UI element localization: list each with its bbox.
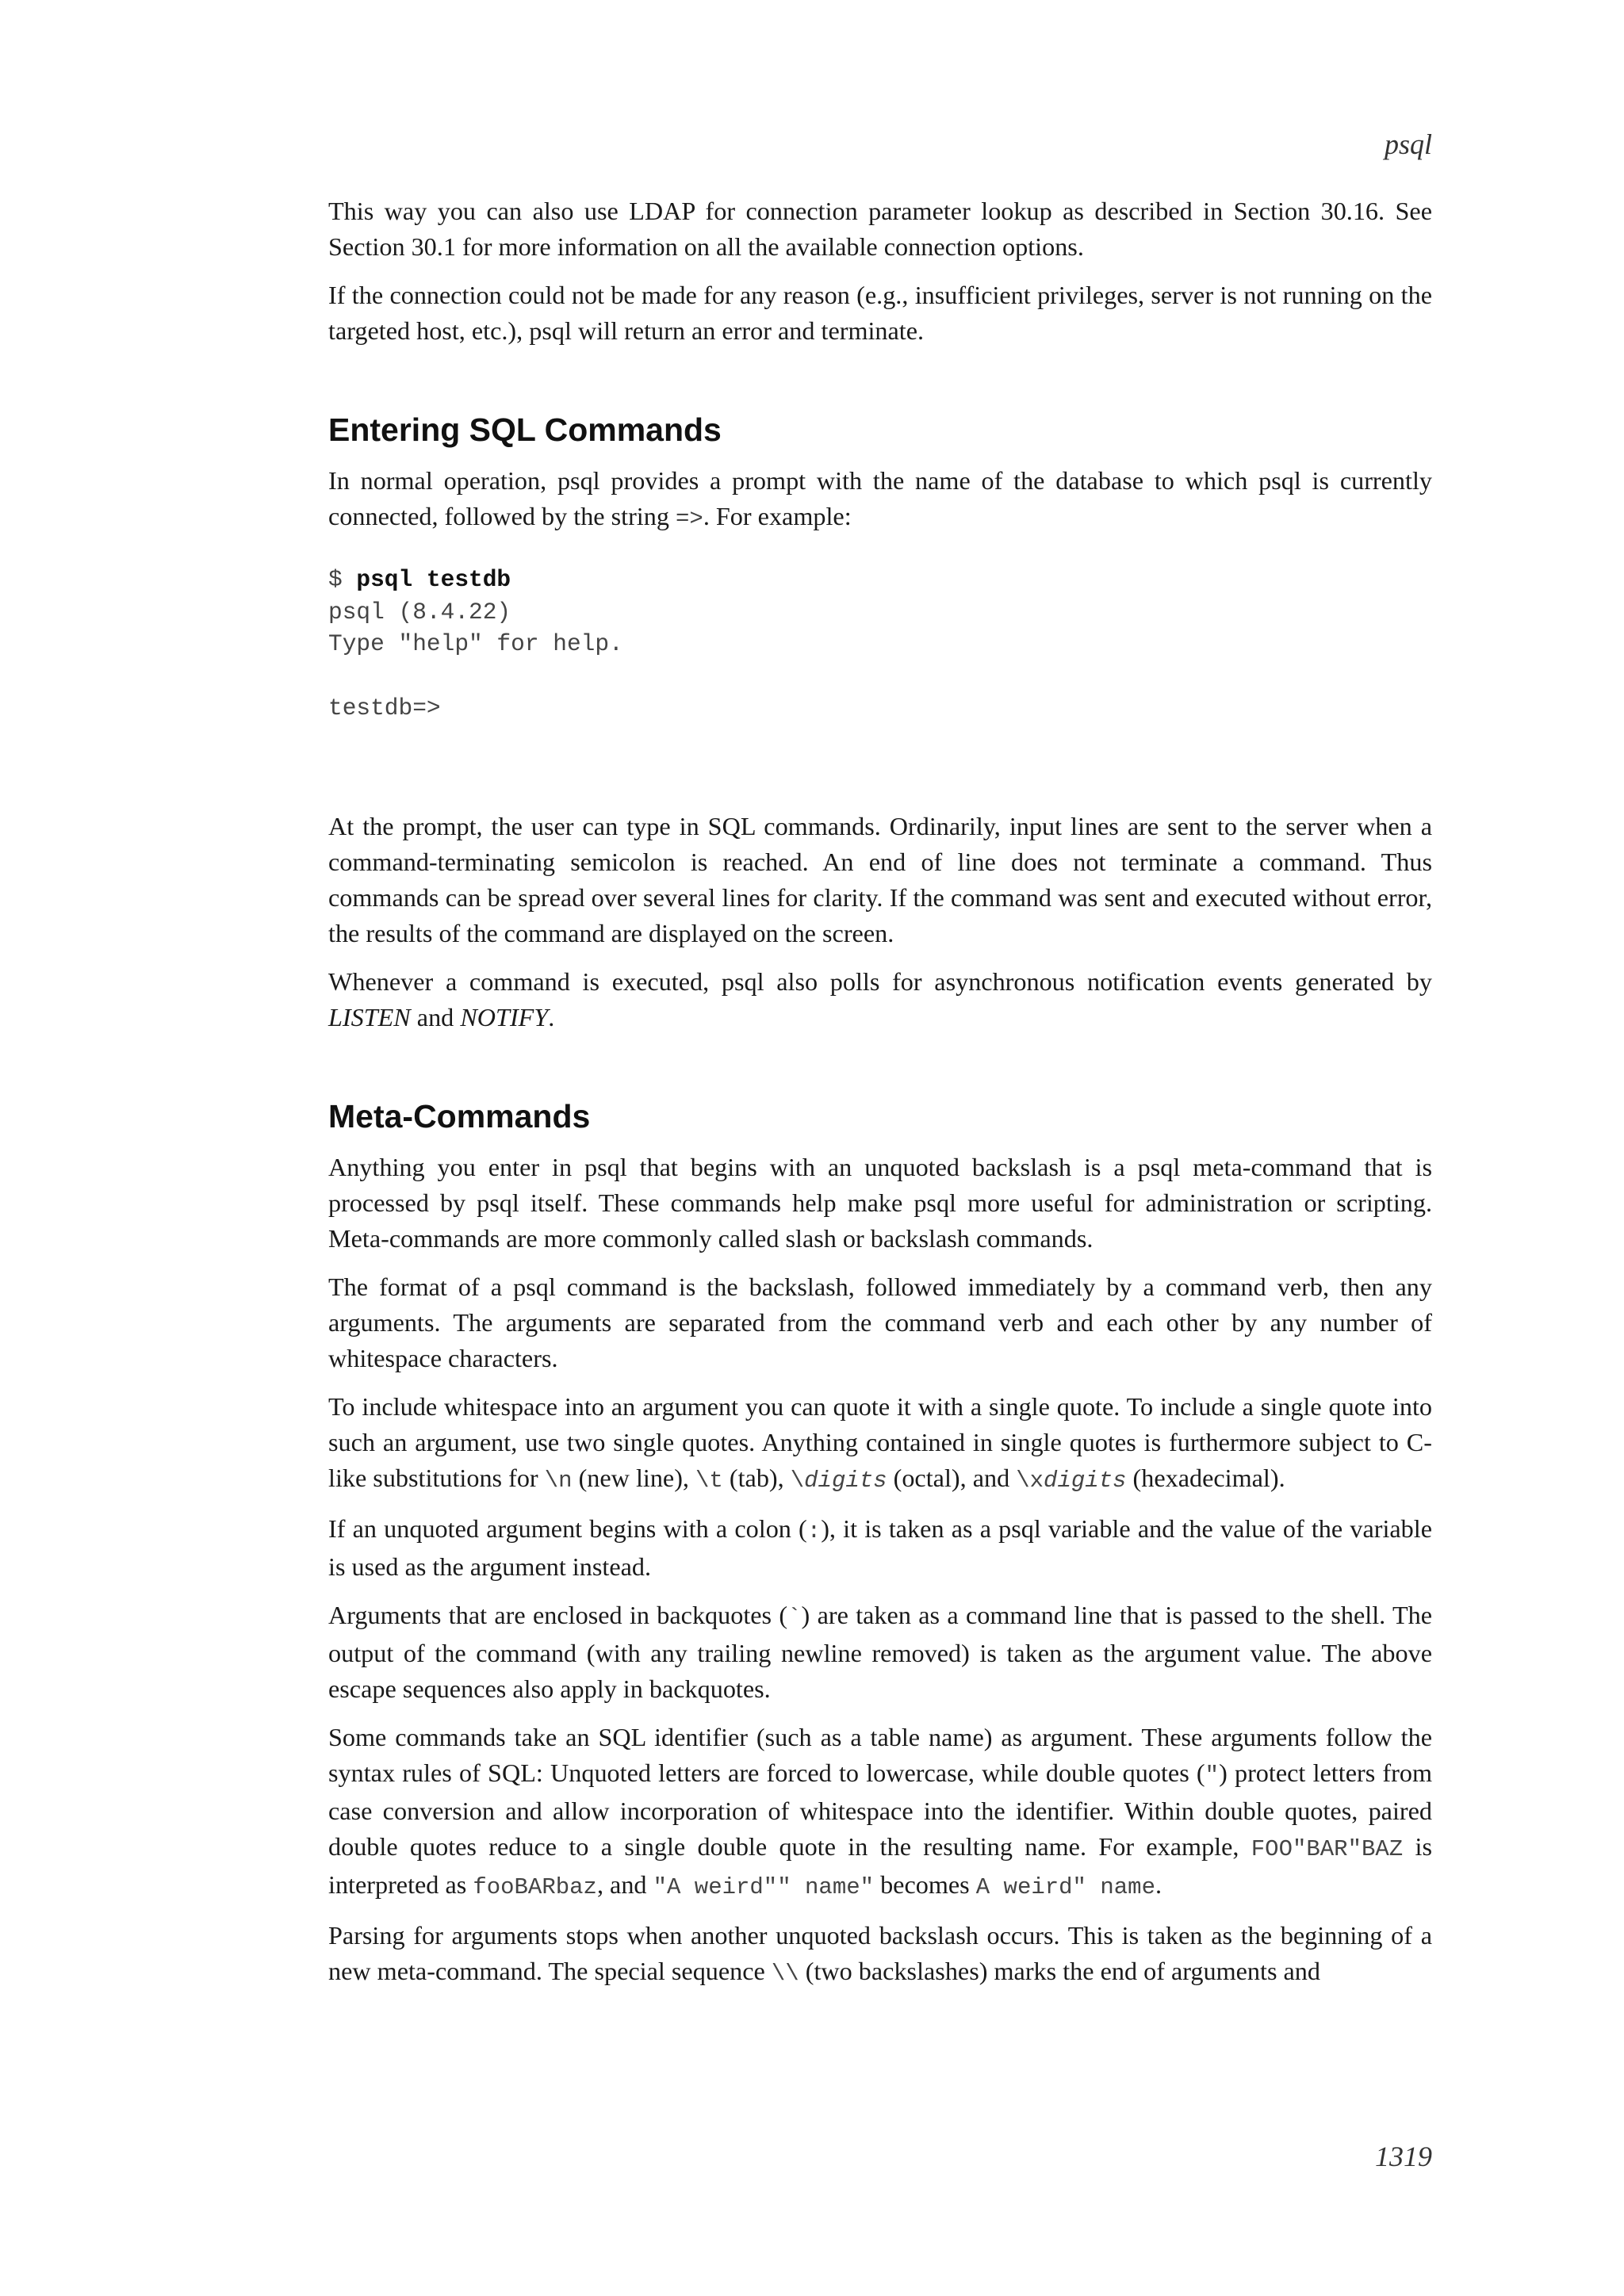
document-page [328, 0, 1432, 2296]
meta-paragraph-format: The format of a psql command is the backslash, followed immediately by a command verb, then any arguments. The arguments are separated from the command verb and each other by any number of whitespace characters. [328, 1272, 1432, 1372]
example-code-block: $ psql testdb psql (8.4.22) Type "help" for help. testdb=> [328, 566, 623, 721]
meta-paragraph-intro: Anything you enter in psql that begins with an unquoted backslash is a psql meta-command that is processed by psql itself. These commands help make psql more useful for administration or scripting. Meta-commands are more commonly called slash or backslash commands. [328, 1152, 1432, 1253]
meta-paragraph-identifiers: Some commands take an SQL identifier (such as a table name) as argument. These arguments follow the syntax rules of SQL: Unquoted letters are forced to lowercase, while double quotes (") protect letters from case conversion and allow incorporation of whitespace into the identifier. Within double quotes, paired double quotes reduce to a single double quote in the resulting name. For example, FOO"BAR"BAZ is interpreted as fooBARbaz, and "A weird"" name" becomes A weird" name. [328, 1722, 1433, 1900]
meta-paragraph-backquotes: Arguments that are enclosed in backquotes (`) are taken as a command line that is passed to the shell. The output of the command (with any trailing newline removed) is taken as the argument value. The above escape sequences also apply in backquotes. [328, 1600, 1432, 1703]
meta-paragraph-colon: If an unquoted argument begins with a colon (:), it is taken as a psql variable and the value of the variable is used as the argument instead. [328, 1513, 1433, 1581]
intro-paragraph-ldap: This way you can also use LDAP for connection parameter lookup as described in Section 30.16. See Section 30.1 for more information on all the available connection options. [328, 197, 1432, 261]
entering-paragraph-notify: Whenever a command is executed, psql also polls for asynchronous notification events generated by LISTEN and NOTIFY. [328, 966, 1432, 1031]
listen-keyword: LISTEN [328, 1002, 411, 1031]
example-output-help: Type "help" for help. [328, 630, 623, 657]
section-heading-entering-sql: Entering SQL Commands [328, 411, 722, 448]
example-output-version: psql (8.4.22) [328, 598, 511, 626]
meta-paragraph-parsing: Parsing for arguments stops when another unquoted backslash occurs. This is taken as the beginning of a new meta-command. The special sequence \\ (two backslashes) marks the end of arguments and [328, 1920, 1432, 1987]
entering-paragraph-prompt: In normal operation, psql provides a prompt with the name of the database to which psql is currently connected, followed by the string =>. For example: [328, 466, 1432, 532]
page-number: 1319 [1375, 2141, 1432, 2172]
page-body [328, 193, 1432, 2004]
notify-keyword: NOTIFY [460, 1002, 549, 1031]
example-command: psql testdb [356, 566, 511, 593]
meta-paragraph-quoting: To include whitespace into an argument you can quote it with a single quote. To include a single quote into such an argument, use two single quotes. Anything contained in single quotes is furthermore subject to C-like substitutions for \n (new line), \t (tab), \digits (octal), and \xdigits (hexadecimal). [328, 1391, 1432, 1494]
intro-paragraph-error: If the connection could not be made for any reason (e.g., insufficient privileges, server is not running on the targeted host, etc.), psql will return an error and terminate. [328, 281, 1432, 345]
spacer [328, 725, 1432, 809]
example-output-prompt: testdb=> [328, 695, 441, 721]
entering-paragraph-commands: At the prompt, the user can type in SQL commands. Ordinarily, input lines are sent to the server when a command-terminating semicolon is reached. An end of line does not terminate a command. Thus commands can be spread over several lines for clarity. If the command was sent and executed without error, the results of the command are displayed on the screen. [328, 811, 1432, 947]
section-heading-meta-commands: Meta-Commands [328, 1097, 591, 1135]
running-header: psql [1384, 128, 1432, 160]
prompt-string-code: => [676, 506, 703, 532]
